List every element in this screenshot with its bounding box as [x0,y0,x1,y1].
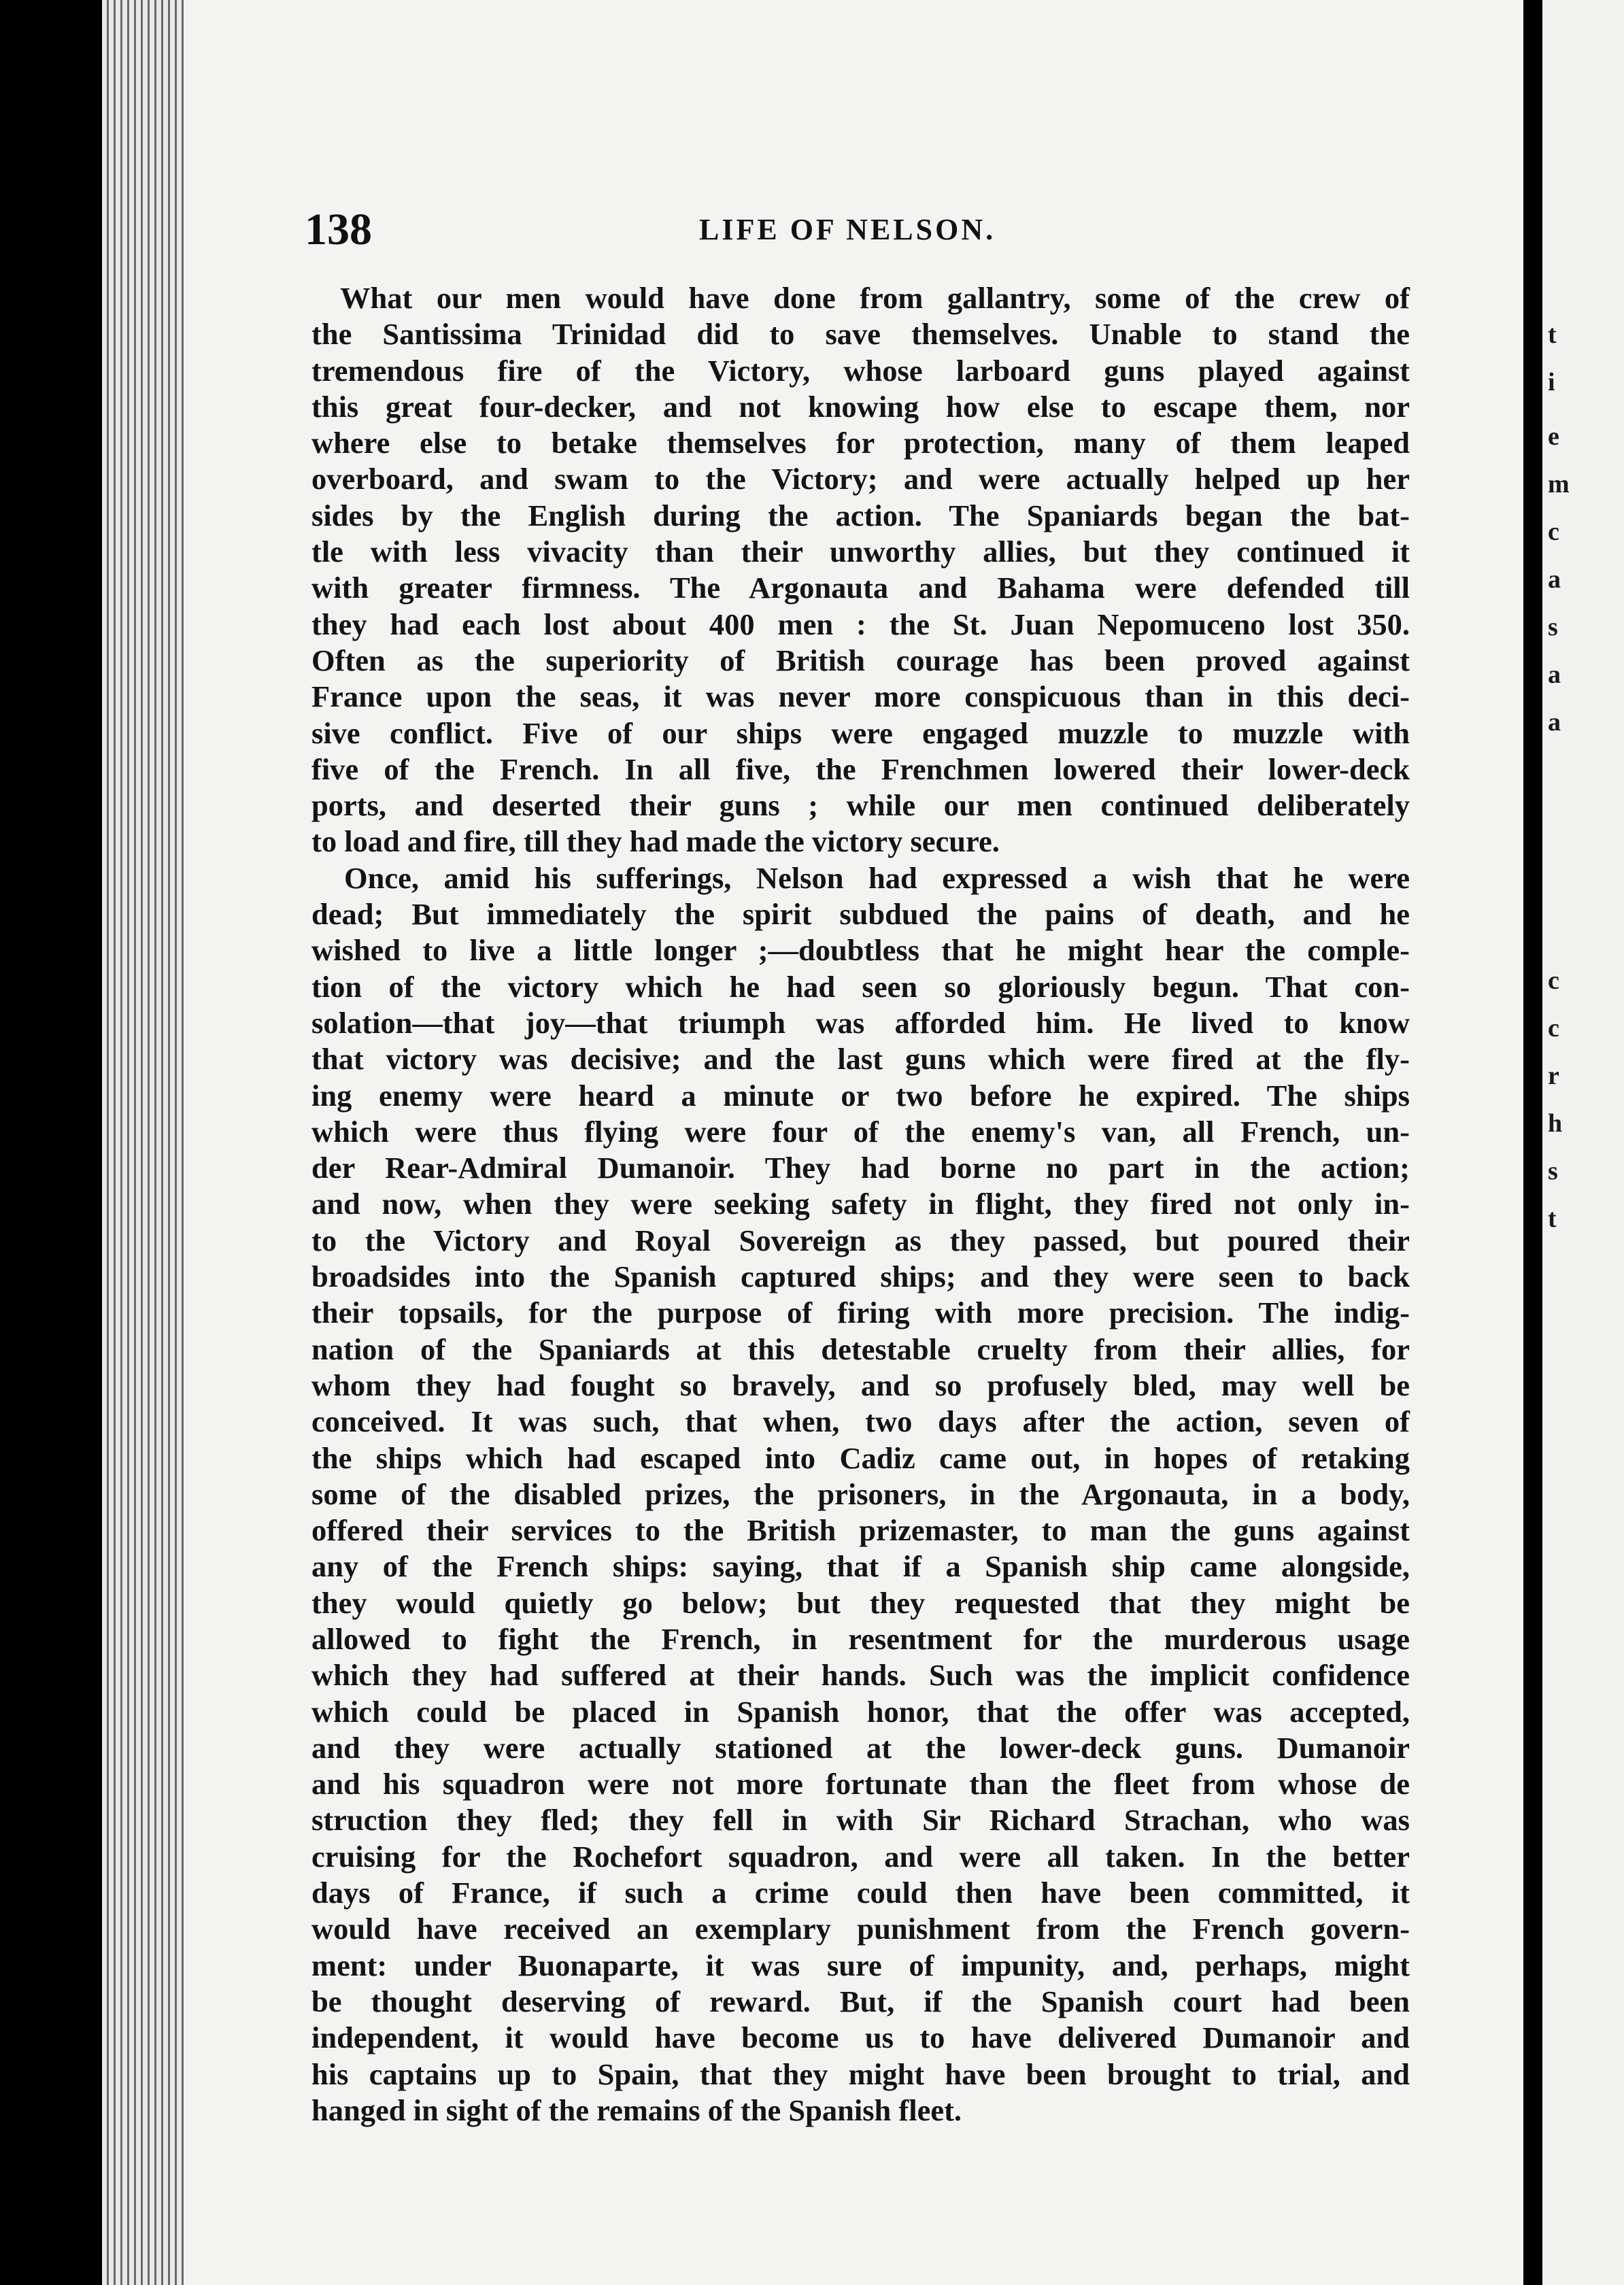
adjacent-page-fragment: c [1548,1014,1559,1043]
text-line: conceived. It was such, that when, two days after the action, seven of [311,1404,1410,1439]
text-line: solation—that joy—that triumph was afforded him. He lived to know [311,1005,1410,1040]
text-line: the ships which had escaped into Cadiz came out, in hopes of retaking [311,1440,1410,1475]
text-line: which they had suffered at their hands. Such was the implicit confidence [311,1658,1410,1693]
text-line: der Rear-Admiral Dumanoir. They had borne no part in the action; [311,1151,1410,1185]
text-line: their topsails, for the purpose of firing with more precision. The indig- [311,1296,1410,1330]
text-line: ports, and deserted their guns ; while our men continued deliberately [311,788,1410,823]
text-line: they had each lost about 400 men : the St. Juan Nepomuceno lost 350. [311,607,1410,641]
adjacent-page-fragment: e [1548,422,1559,451]
adjacent-page-fragment: c [1548,966,1559,995]
text-line: the Santissima Trinidad did to save themselves. Unable to stand the [311,317,1410,352]
adjacent-page-fragment: a [1548,565,1561,594]
text-line: would have received an exemplary punishment from the French govern- [311,1912,1410,1946]
text-line: which were thus flying were four of the enemy's van, all French, un- [311,1114,1410,1149]
text-line: to the Victory and Royal Sovereign as they passed, but poured their [311,1223,1410,1257]
text-line: wished to live a little longer ;—doubtless that he might hear the comple- [311,933,1410,968]
text-line: France upon the seas, it was never more conspicuous than in this deci- [311,679,1410,714]
text-line: any of the French ships: saying, that if a Spanish ship came alongside, [311,1549,1410,1584]
adjacent-page-edge [1542,0,1624,2285]
adjacent-page-fragment: m [1548,470,1570,498]
paragraph [311,280,1410,860]
adjacent-page-fragment: a [1548,708,1561,737]
text-line: dead; But immediately the spirit subdued the pains of death, and he [311,897,1410,932]
text-line: allowed to fight the French, in resentment for the murderous usage [311,1621,1410,1656]
text-line: overboard, and swam to the Victory; and were actually helped up her [311,462,1410,496]
adjacent-page-fragment: r [1548,1062,1559,1090]
text-line: nation of the Spaniards at this detestable cruelty from their allies, for [311,1332,1410,1366]
text-line: struction they fled; they fell in with Sir Richard Strachan, who was [311,1803,1410,1838]
text-line: broadsides into the Spanish captured ships; and they were seen to back [311,1259,1410,1294]
text-line: be thought deserving of reward. But, if the Spanish court had been [311,1984,1410,2018]
adjacent-page-fragment: s [1548,613,1558,641]
text-line: ment: under Buonaparte, it was sure of impunity, and, perhaps, might [311,1948,1410,1982]
page-number: 138 [305,205,372,254]
page-edges [102,0,184,2285]
text-line: they would quietly go below; but they requested that they might be [311,1585,1410,1620]
body-text [311,280,1410,2129]
text-line: ing enemy were heard a minute or two before he expired. The ships [311,1078,1410,1113]
text-line: sides by the English during the action. The Spaniards began the bat- [311,498,1410,532]
running-head: LIFE OF NELSON. [699,213,996,246]
text-line: tle with less vivacity than their unworthy allies, but they continued it [311,535,1410,569]
text-line: some of the disabled prizes, the prisoners, in the Argonauta, in a body, [311,1476,1410,1511]
adjacent-page-fragment: s [1548,1157,1558,1185]
text-line: where else to betake themselves for protection, many of them leaped [311,426,1410,460]
text-line: this great four-decker, and not knowing how else to escape them, nor [311,389,1410,424]
text-line: Once, amid his sufferings, Nelson had expressed a wish that he were [344,860,1410,895]
text-line: tremendous fire of the Victory, whose larboard guns played against [311,353,1410,388]
text-line: Often as the superiority of British courage has been proved against [311,643,1410,677]
gutter-shadow [1523,0,1542,2285]
text-line: and they were actually stationed at the lower-deck guns. Dumanoir [311,1730,1410,1765]
text-line: which could be placed in Spanish honor, that the offer was accepted, [311,1694,1410,1729]
text-line: independent, it would have become us to have delivered Dumanoir and [311,2020,1410,2055]
text-line: offered their services to the British prizemaster, to man the guns against [311,1513,1410,1548]
text-line: sive conflict. Five of our ships were engaged muzzle to muzzle with [311,715,1410,750]
text-line: hanged in sight of the remains of the Spanish fleet. [311,2093,962,2127]
text-line: What our men would have done from gallantry, some of the crew of [340,281,1410,315]
text-line: with greater firmness. The Argonauta and Bahama were defended till [311,571,1410,605]
page-header [305,204,1413,258]
adjacent-page-fragment: a [1548,660,1561,689]
text-line: to load and fire, till they had made the victory secure. [311,824,1000,859]
text-line: tion of the victory which he had seen so gloriously begun. That con- [311,969,1410,1004]
text-line: that victory was decisive; and the last guns which were fired at the fly- [311,1042,1410,1077]
text-line: days of France, if such a crime could then have been committed, it [311,1876,1410,1910]
adjacent-page-fragment: c [1548,518,1559,546]
text-line: his captains up to Spain, that they might have been brought to trial, and [311,2056,1410,2091]
adjacent-page-fragment: i [1548,368,1555,396]
adjacent-page-fragment: h [1548,1109,1563,1138]
text-line: whom they had fought so bravely, and so profusely bled, may well be [311,1368,1410,1402]
adjacent-page-fragment: t [1548,320,1557,349]
adjacent-page-fragment: t [1548,1204,1557,1233]
text-line: cruising for the Rochefort squadron, and were all taken. In the better [311,1839,1410,1874]
text-line: five of the French. In all five, the Frenchmen lowered their lower-deck [311,751,1410,786]
text-line: and now, when they were seeking safety in flight, they fired not only in- [311,1187,1410,1221]
paragraph [311,860,1410,2129]
text-line: and his squadron were not more fortunate than the fleet from whose de [311,1767,1410,1801]
